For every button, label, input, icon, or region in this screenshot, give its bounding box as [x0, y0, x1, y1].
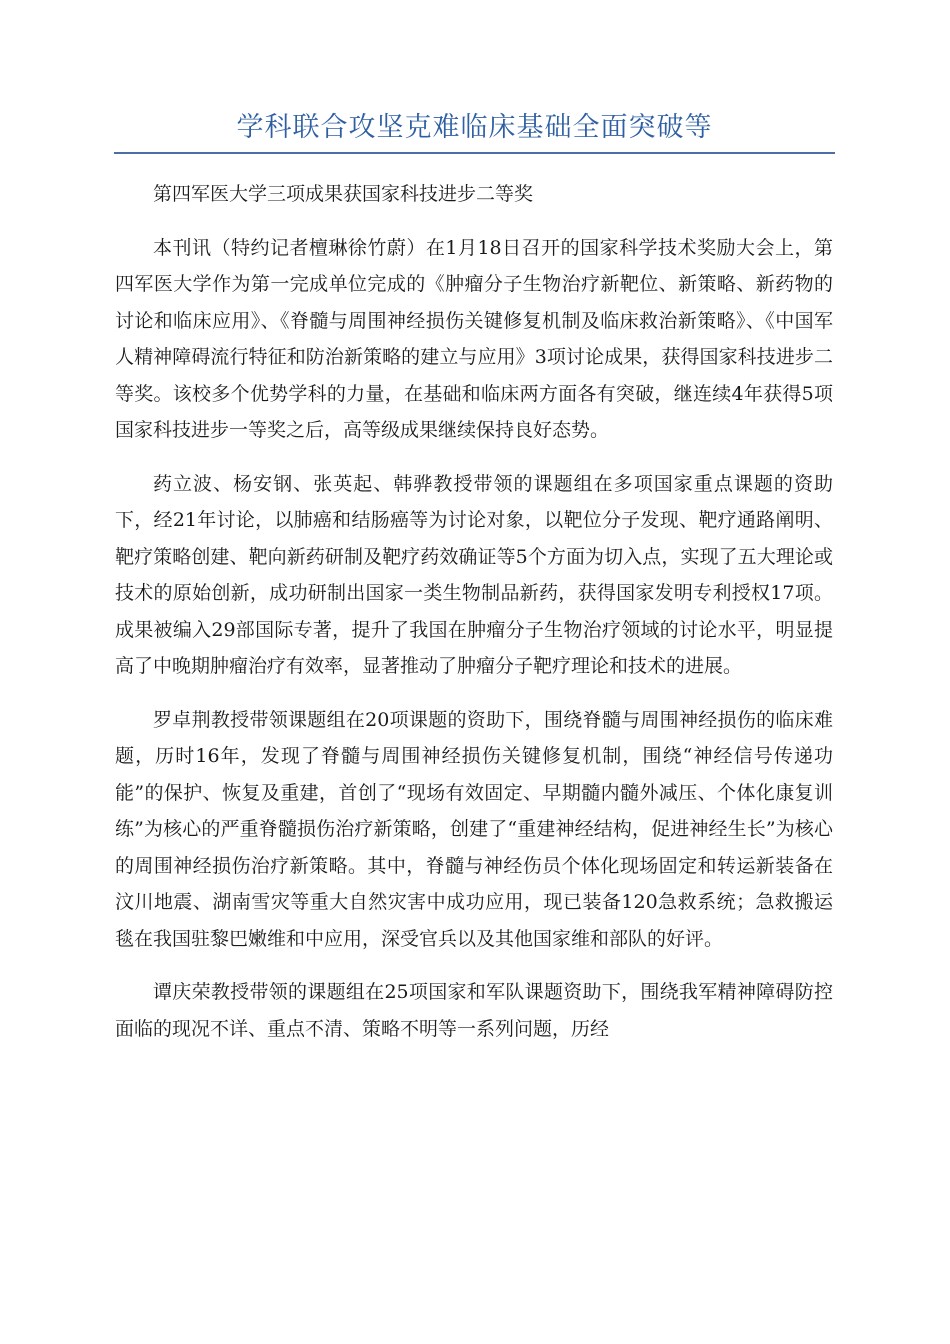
paragraph-3: 罗卓荆教授带领课题组在20项课题的资助下，围绕脊髓与周围神经损伤的临床难题，历时16年，发现了脊髓与周围神经损伤关键修复机制，围绕“神经信号传递功能”的保护、恢复及重建，首创了“现场有效固定、早期髓内髓外减压、个体化康复训练”为核心的严重脊髓损伤治疗新策略，创建了“重建神经结构，促进神经生长”为核心的周围神经损伤治疗新策略。其中，脊髓与神经伤员个体化现场固定和转运新装备在汶川地震、湖南雪灾等重大自然灾害中成功应用，现已装备120急救系统；急救搬运毯在我国驻黎巴嫩维和中应用，深受官兵以及其他国家维和部队的好评。 [115, 708, 833, 950]
paragraph-2: 药立波、杨安钢、张英起、韩骅教授带领的课题组在多项国家重点课题的资助下，经21年讨论，以肺癌和结肠癌等为讨论对象，以靶位分子发现、靶疗通路阐明、靶疗策略创建、靶向新药研制及靶疗药效确证等5个方面为切入点，实现了五大理论或技术的原始创新，成功研制出国家一类生物制品新药，获得国家发明专利授权17项。成果被编入29部国际专著，提升了我国在肿瘤分子生物治疗领域的讨论水平，明显提高了中晚期肿瘤治疗有效率，显著推动了肿瘤分子靶疗理论和技术的进展。 [115, 472, 833, 677]
page-title: 学科联合攻坚克难临床基础全面突破等 [236, 112, 713, 143]
paragraph-4: 谭庆荣教授带领的课题组在25项国家和军队课题资助下，围绕我军精神障碍防控面临的现况不详、重点不清、策略不明等一系列问题，历经 [115, 981, 833, 1040]
article-subtitle: 第四军医大学三项成果获国家科技进步二等奖 [153, 183, 534, 205]
title-block [114, 110, 835, 154]
article-body [115, 176, 833, 1064]
paragraph-1: 本刊讯（特约记者檀琳徐竹蔚）在1月18日召开的国家科学技术奖励大会上，第四军医大学作为第一完成单位完成的《肿瘤分子生物治疗新靶位、新策略、新药物的讨论和临床应用》、《脊髓与周围神经损伤关键修复机制及临床救治新策略》、《中国军人精神障碍流行特征和防治新策略的建立与应用》3项讨论成果，获得国家科技进步二等奖。该校多个优势学科的力量，在基础和临床两方面各有突破，继连续4年获得5项国家科技进步一等奖之后，高等级成果继续保持良好态势。 [115, 236, 833, 441]
